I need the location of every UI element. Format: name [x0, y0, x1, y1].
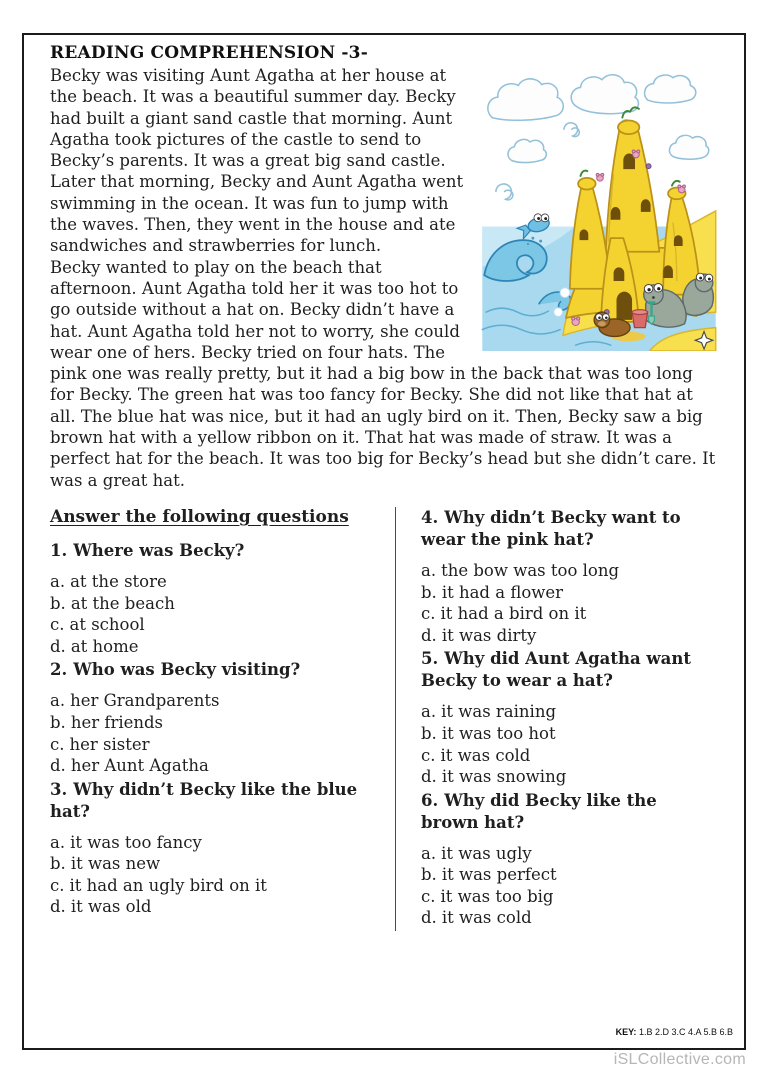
option-1d: d. at home — [50, 636, 139, 656]
question-4 — [421, 507, 718, 646]
option-4b: b. it had a flower — [421, 582, 564, 602]
answer-key-label: KEY: — [615, 1027, 637, 1037]
question-3-options — [50, 832, 386, 918]
questions-header: Answer the following questions — [50, 506, 349, 527]
option-5b: b. it was too hot — [421, 723, 556, 743]
passage-paragraph-1: Becky was visiting Aunt Agatha at her house at the beach. It was a beautiful summer day. Becky had built a giant sand castle that morning. Aunt Agatha took pictures of the castle to send to Becky’s parents. It was a great big sand castle. Later that morning, Becky and Aunt Agatha went swimming in the ocean. It was fun to jump with the waves. Then, they went in the house and ate sandwiches and strawberries for lunch. — [50, 66, 464, 256]
question-2-text: Who was Becky visiting? — [73, 660, 301, 680]
question-2-number: 2. — [50, 660, 68, 680]
question-5-options — [421, 701, 718, 787]
option-2a: a. her Grandparents — [50, 691, 220, 711]
option-1a: a. at the store — [50, 571, 167, 591]
questions-column-right — [396, 507, 718, 931]
question-1-options — [50, 571, 386, 657]
option-6d: d. it was cold — [421, 908, 532, 928]
question-4-text: Why didn’t Becky want to wear the pink hat? — [421, 507, 681, 549]
question-3 — [50, 779, 386, 918]
question-1 — [50, 540, 386, 657]
question-2 — [50, 659, 386, 776]
passage-paragraph-2: Becky wanted to play on the beach that afternoon. Aunt Agatha told her it was too hot to go outside without a hat on. Becky didn’t have a hat. Aunt Agatha told her not to worry, she could wear one of hers. Becky tried on four hats. The pink one was really pretty, but it had a big bow in the back that was too long for Becky. The green hat was too fancy for Becky. She did not like that hat at all. The blue hat was nice, but it had an ugly bird on it. Then, Becky saw a big brown hat with a yellow ribbon on it. That hat was made of straw. It was a perfect hat for the beach. It was too big for Becky’s head but she didn’t care. It was a great hat. — [50, 257, 716, 490]
worksheet-content — [24, 35, 744, 931]
question-6-options — [421, 843, 718, 929]
option-6b: b. it was perfect — [421, 865, 557, 885]
questions-section — [50, 507, 718, 931]
option-4d: d. it was dirty — [421, 625, 537, 645]
beach-illustration — [480, 67, 718, 351]
question-4-options — [421, 560, 718, 646]
question-5-number: 5. — [421, 649, 439, 669]
option-4a: a. the bow was too long — [421, 560, 620, 580]
option-3d: d. it was old — [50, 897, 152, 917]
question-6-text: Why did Becky like the brown hat? — [421, 790, 657, 832]
option-3a: a. it was too fancy — [50, 832, 202, 852]
question-5 — [421, 648, 718, 787]
islcollective-watermark: iSLCollective.com — [613, 1051, 746, 1068]
option-2c: c. her sister — [50, 734, 150, 754]
option-5c: c. it was cold — [421, 745, 531, 765]
question-6 — [421, 790, 718, 929]
answer-key — [616, 1027, 733, 1037]
option-3c: c. it had an ugly bird on it — [50, 875, 267, 895]
question-2-options — [50, 690, 386, 776]
question-4-number: 4. — [421, 507, 439, 527]
question-3-text: Why didn’t Becky like the blue hat? — [50, 779, 358, 821]
option-6c: c. it was too big — [421, 886, 554, 906]
option-3b: b. it was new — [50, 854, 161, 874]
option-1c: c. at school — [50, 615, 145, 635]
option-1b: b. at the beach — [50, 593, 175, 613]
question-3-number: 3. — [50, 779, 68, 799]
answer-key-values: 1.B 2.D 3.C 4.A 5.B 6.B — [638, 1027, 733, 1037]
option-6a: a. it was ugly — [421, 843, 532, 863]
question-5-text: Why did Aunt Agatha want Becky to wear a hat? — [421, 649, 691, 691]
worksheet-title: READING COMPREHENSION -3- — [50, 43, 368, 63]
question-1-number: 1. — [50, 540, 68, 560]
option-2b: b. her friends — [50, 712, 164, 732]
question-6-number: 6. — [421, 790, 439, 810]
option-4c: c. it had a bird on it — [421, 604, 587, 624]
option-5a: a. it was raining — [421, 702, 557, 722]
option-2d: d. her Aunt Agatha — [50, 756, 209, 776]
reading-passage — [50, 65, 718, 491]
question-1-text: Where was Becky? — [73, 540, 245, 560]
option-5d: d. it was snowing — [421, 767, 567, 787]
questions-column-left — [50, 507, 386, 931]
worksheet-frame — [22, 33, 746, 1050]
